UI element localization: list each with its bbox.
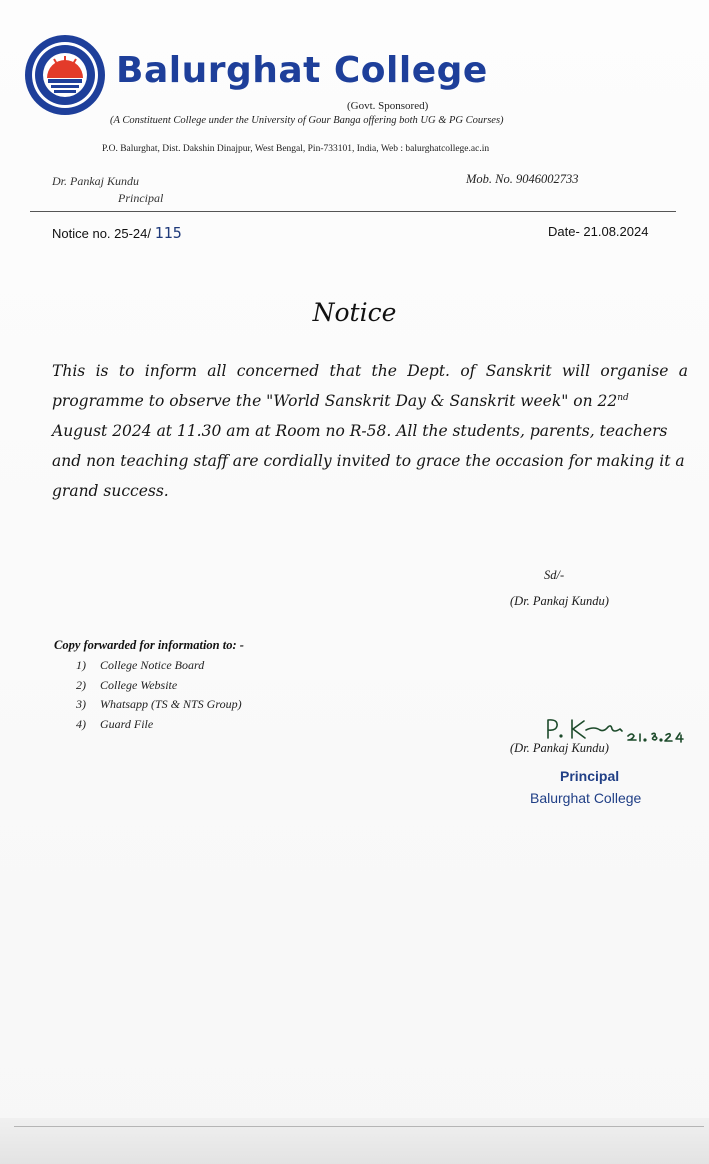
stamp-college: Balurghat College	[530, 790, 642, 806]
page-bottom-edge	[14, 1126, 704, 1127]
signatory-name: (Dr. Pankaj Kundu)	[510, 741, 609, 755]
body-line-5: grand success.	[52, 482, 169, 500]
sd-mark: Sd/-	[544, 568, 565, 582]
list-item-text: Whatsapp (TS & NTS Group)	[100, 697, 242, 711]
notice-number	[52, 224, 182, 242]
notice-heading: Notice	[312, 298, 397, 327]
list-item	[76, 656, 242, 676]
govt-sponsored-label: (Govt. Sponsored)	[347, 100, 429, 112]
notice-body	[52, 356, 688, 506]
letterhead-divider	[30, 211, 676, 212]
mobile-number: Mob. No. 9046002733	[466, 172, 579, 186]
college-name: Balurghat College	[116, 50, 488, 91]
sd-signatory-name: (Dr. Pankaj Kundu)	[510, 594, 609, 608]
body-line-2-sup: nd	[617, 392, 629, 403]
list-item-text: College Notice Board	[100, 658, 205, 672]
body-line-4: and non teaching staff are cordially invited to grace the occasion for making it a	[52, 452, 685, 470]
list-item-number: 2)	[76, 677, 86, 692]
copy-forwarded-list	[76, 656, 242, 734]
body-line-2	[52, 386, 688, 416]
principal-title: Principal	[118, 191, 164, 205]
notice-number-label: Notice no. 25-24/	[52, 226, 152, 241]
list-item-number: 4)	[76, 716, 86, 731]
list-item	[76, 715, 242, 735]
list-item-number: 3)	[76, 697, 86, 711]
list-item-text: Guard File	[100, 716, 154, 731]
college-seal-icon	[24, 34, 106, 116]
handwritten-signature	[542, 714, 692, 744]
principal-name: Dr. Pankaj Kundu	[52, 174, 139, 188]
page-bottom-shadow	[0, 1118, 709, 1164]
constituent-line: (A Constituent College under the University of Gour Banga offering both UG & PG Courses)	[110, 115, 504, 126]
notice-date: Date- 21.08.2024	[548, 224, 649, 239]
body-line-2-text: programme to observe the "World Sanskrit Day & Sanskrit week" on 22	[52, 392, 618, 410]
body-line-3: August 2024 at 11.30 am at Room no R-58. All the students, parents, teachers	[52, 422, 668, 440]
list-item	[76, 676, 242, 696]
copy-forwarded-heading: Copy forwarded for information to: -	[54, 638, 244, 652]
list-item-number: 1)	[76, 658, 86, 672]
stamp-principal: Principal	[560, 768, 620, 784]
list-item-text: College Website	[100, 677, 178, 692]
notice-number-value: 115	[154, 224, 182, 242]
body-line-1: This is to inform all concerned that the Dept. of Sanskrit will organise a	[52, 362, 688, 380]
college-address: P.O. Balurghat, Dist. Dakshin Dinajpur, West Bengal, Pin-733101, India, Web : balurghatcollege.ac.in	[102, 144, 490, 154]
list-item	[76, 695, 242, 715]
